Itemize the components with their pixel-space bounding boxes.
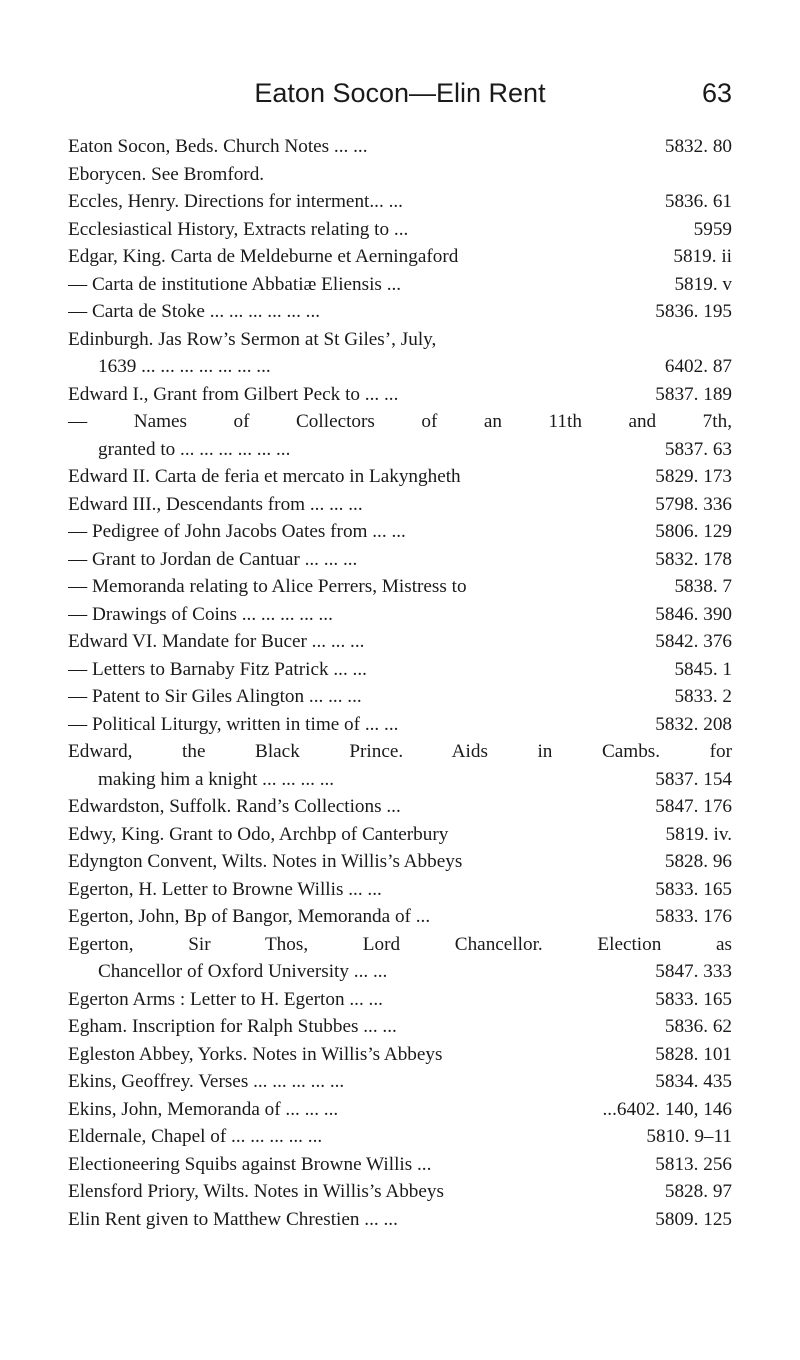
entry-text: Chancellor of Oxford University ... ... — [98, 961, 388, 982]
index-entry — [68, 1068, 732, 1096]
index-entry — [68, 986, 732, 1014]
entry-reference: 6402. 87 — [664, 356, 732, 377]
index-entries — [68, 133, 732, 1233]
index-entry-continuation — [68, 436, 732, 464]
entry-text: Egerton, H. Letter to Browne Willis ... ... — [68, 878, 382, 900]
entry-text: Ekins, Geoffrey. Verses ... ... ... ... ... — [68, 1071, 345, 1092]
index-entry — [68, 298, 732, 326]
index-entry — [68, 491, 732, 519]
entry-reference: 5847. 333 — [655, 961, 732, 982]
entry-reference: 5832. 208 — [655, 713, 732, 735]
index-entry — [68, 463, 732, 491]
entry-text: Edwy, King. Grant to Odo, Archbp of Canterbury — [68, 823, 449, 845]
entry-text: — Memoranda relating to Alice Perrers, Mistress to — [68, 576, 467, 597]
entry-text: Eaton Socon, Beds. Church Notes ... ... — [68, 136, 368, 157]
entry-text: — Drawings of Coins ... ... ... ... ... — [68, 603, 333, 625]
entry-reference: 5833. 165 — [655, 988, 732, 1010]
entry-text: Edward VI. Mandate for Bucer ... ... ... — [68, 631, 365, 652]
entry-text: Egerton, Sir Thos, Lord Chancellor. Election as — [68, 933, 732, 955]
entry-reference: 5829. 173 — [655, 466, 732, 487]
index-entry — [68, 271, 732, 299]
index-entry — [68, 656, 732, 684]
index-entry — [68, 1206, 732, 1234]
entry-reference: 5832. 80 — [664, 136, 732, 157]
page-header — [68, 78, 732, 118]
index-entry — [68, 133, 732, 161]
entry-reference: 5810. 9–11 — [646, 1126, 732, 1147]
entry-reference: 5828. 96 — [664, 851, 732, 872]
index-entry — [68, 1178, 732, 1206]
entry-reference: 5798. 336 — [655, 493, 732, 515]
entry-text: Ekins, John, Memoranda of ... ... ... — [68, 1098, 339, 1120]
index-entry — [68, 326, 732, 354]
entry-reference: 5837. 189 — [655, 383, 732, 405]
page-number: 63 — [701, 78, 732, 108]
entry-text: Eborycen. See Bromford. — [68, 163, 265, 185]
index-entry — [68, 931, 732, 959]
index-entry — [68, 1096, 732, 1124]
index-entry — [68, 1041, 732, 1069]
entry-text: Edward II. Carta de feria et mercato in Lakyngheth — [68, 466, 461, 487]
index-entry — [68, 243, 732, 271]
index-entry — [68, 546, 732, 574]
entry-text: Eldernale, Chapel of ... ... ... ... ... — [68, 1126, 323, 1147]
index-entry — [68, 821, 732, 849]
entry-reference: 5836. 61 — [664, 191, 732, 212]
entry-reference: 5959 — [693, 218, 732, 240]
entry-reference: 5828. 97 — [664, 1181, 732, 1202]
index-entry — [68, 381, 732, 409]
entry-reference: 5847. 176 — [655, 796, 732, 817]
entry-text: Egleston Abbey, Yorks. Notes in Willis’s Abbeys — [68, 1043, 443, 1065]
entry-text: Edward III., Descendants from ... ... ... — [68, 493, 363, 515]
entry-text: — Grant to Jordan de Cantuar ... ... ... — [68, 548, 358, 570]
entry-text: 1639 ... ... ... ... ... ... ... — [98, 356, 271, 377]
entry-reference: 5837. 154 — [655, 768, 732, 790]
index-entry — [68, 216, 732, 244]
entry-text: — Carta de institutione Abbatiæ Eliensis ... — [68, 273, 402, 295]
index-entry — [68, 1151, 732, 1179]
entry-text: Electioneering Squibs against Browne Willis ... — [68, 1153, 432, 1175]
index-entry — [68, 848, 732, 876]
entry-text: Edgar, King. Carta de Meldeburne et Aerningaford — [68, 246, 459, 267]
entry-reference: ...6402. 140, 146 — [602, 1098, 732, 1120]
entry-reference: 5819. v — [674, 273, 732, 295]
index-entry — [68, 793, 732, 821]
entry-reference: 5819. iv. — [665, 823, 732, 845]
entry-reference: 5837. 63 — [664, 438, 732, 460]
entry-text: Elin Rent given to Matthew Chrestien ... ... — [68, 1208, 398, 1230]
index-entry-continuation — [68, 353, 732, 381]
index-entry — [68, 738, 732, 766]
index-entry — [68, 903, 732, 931]
entry-reference: 5836. 195 — [655, 301, 732, 322]
index-entry — [68, 161, 732, 189]
index-entry — [68, 601, 732, 629]
index-entry — [68, 188, 732, 216]
index-entry — [68, 1123, 732, 1151]
entry-text: Ecclesiastical History, Extracts relating to ... — [68, 218, 409, 240]
entry-reference: 5806. 129 — [655, 521, 732, 542]
entry-reference: 5846. 390 — [655, 603, 732, 625]
entry-text: Egerton, John, Bp of Bangor, Memoranda of ... — [68, 906, 431, 927]
index-entry-continuation — [68, 766, 732, 794]
entry-text: Edinburgh. Jas Row’s Sermon at St Giles’, July, — [68, 328, 437, 350]
entry-reference: 5813. 256 — [655, 1153, 732, 1175]
index-entry — [68, 711, 732, 739]
index-entry — [68, 408, 732, 436]
running-title: Eaton Socon—Elin Rent — [254, 78, 546, 108]
entry-text: granted to ... ... ... ... ... ... — [98, 438, 291, 460]
index-entry — [68, 573, 732, 601]
entry-reference: 5836. 62 — [664, 1016, 732, 1037]
entry-reference: 5832. 178 — [655, 548, 732, 570]
entry-text: Egham. Inscription for Ralph Stubbes ... ... — [68, 1016, 397, 1037]
entry-reference: 5845. 1 — [674, 658, 732, 680]
entry-reference: 5834. 435 — [655, 1071, 732, 1092]
entry-text: Edward, the Black Prince. Aids in Cambs. for — [68, 741, 732, 762]
entry-text: — Patent to Sir Giles Alington ... ... ... — [68, 686, 362, 707]
entry-text: making him a knight ... ... ... ... — [98, 768, 335, 790]
index-entry — [68, 1013, 732, 1041]
entry-text: Elensford Priory, Wilts. Notes in Willis’s Abbeys — [68, 1181, 444, 1202]
entry-text: — Letters to Barnaby Fitz Patrick ... ... — [68, 658, 367, 680]
entry-text: — Names of Collectors of an 11th and 7th, — [68, 411, 732, 432]
entry-text: — Political Liturgy, written in time of ... ... — [68, 713, 399, 735]
entry-text: — Pedigree of John Jacobs Oates from ... ... — [68, 521, 406, 542]
entry-text: Edward I., Grant from Gilbert Peck to ... ... — [68, 383, 399, 405]
index-entry — [68, 683, 732, 711]
index-entry — [68, 628, 732, 656]
entry-reference: 5838. 7 — [674, 576, 732, 597]
entry-reference: 5809. 125 — [655, 1208, 732, 1230]
entry-reference: 5833. 2 — [674, 686, 732, 707]
entry-reference: 5833. 176 — [655, 906, 732, 927]
entry-reference: 5842. 376 — [655, 631, 732, 652]
index-entry — [68, 518, 732, 546]
entry-text: — Carta de Stoke ... ... ... ... ... ... — [68, 301, 321, 322]
entry-reference: 5833. 165 — [655, 878, 732, 900]
index-entry — [68, 876, 732, 904]
entry-reference: 5819. ii — [673, 246, 732, 267]
index-entry-continuation — [68, 958, 732, 986]
entry-text: Eccles, Henry. Directions for interment... ... — [68, 191, 403, 212]
entry-text: Egerton Arms : Letter to H. Egerton ... ... — [68, 988, 383, 1010]
entry-text: Edyngton Convent, Wilts. Notes in Willis’s Abbeys — [68, 851, 463, 872]
entry-text: Edwardston, Suffolk. Rand’s Collections ... — [68, 796, 401, 817]
entry-reference: 5828. 101 — [655, 1043, 732, 1065]
